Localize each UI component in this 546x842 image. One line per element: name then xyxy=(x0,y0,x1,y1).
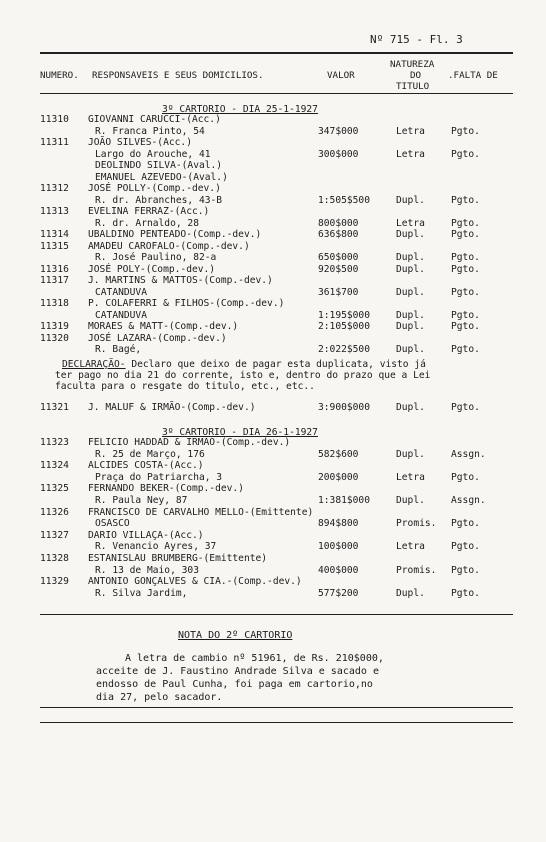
entry-text: FELICIO HADDAD & IRMÃO-(Comp.-dev.) xyxy=(88,437,291,448)
entry-text: FERNANDO BEKER-(Comp.-dev.) xyxy=(88,483,244,495)
nota-line-4: dia 27, pelo sacador. xyxy=(96,692,223,703)
entry-11321-falta: Pgto. xyxy=(451,402,480,413)
entry-text: GIOVANNI CARUCCI-(Acc.) xyxy=(88,114,221,125)
entry-falta: Pgto. xyxy=(451,125,480,137)
entry-text: CATANDUVA xyxy=(95,309,147,321)
entry-natureza: Dupl. xyxy=(396,309,425,321)
entry-valor: 300$000 xyxy=(318,148,359,160)
entry-natureza: Dupl. xyxy=(396,252,425,263)
entry-text: R. 25 de Março, 176 xyxy=(95,448,205,460)
entry-natureza: Letra xyxy=(396,471,425,483)
entry-number: 11328 xyxy=(40,553,69,564)
entry-falta: Pgto. xyxy=(451,309,480,321)
entry-text: R. 13 de Maio, 303 xyxy=(95,564,199,576)
entry-number: 11313 xyxy=(40,206,69,217)
entry-number: 11327 xyxy=(40,529,69,541)
entry-number: 11310 xyxy=(40,114,69,125)
entry-number: 11311 xyxy=(40,137,69,148)
section-title-26-1-1927: 3º CARTORIO - DIA 26-1-1927 xyxy=(162,427,318,438)
header-top-rule xyxy=(40,52,513,54)
entry-falta: Pgto. xyxy=(451,321,480,332)
entry-natureza: Dupl. xyxy=(396,229,425,240)
entry-text: ESTANISLAU BRUMBERG-(Emittente) xyxy=(88,553,268,564)
declaracao-text-1: Declaro que deixo de pagar esta duplicata, visto já xyxy=(131,359,426,370)
entry-text: FRANCISCO DE CARVALHO MELLO-(Emittente) xyxy=(88,506,314,518)
header-numero: NUMERO. xyxy=(40,70,79,81)
entry-number: 11314 xyxy=(40,229,69,240)
entry-valor: 347$000 xyxy=(318,125,359,137)
entry-falta: Pgto. xyxy=(451,148,480,160)
page-end-rule xyxy=(40,722,513,723)
entry-falta: Pgto. xyxy=(451,286,480,298)
entry-natureza: Letra xyxy=(396,148,425,160)
entry-valor: 2:105$000 xyxy=(318,321,370,332)
entry-falta: Pgto. xyxy=(451,344,480,355)
entry-natureza: Promis. xyxy=(396,564,437,576)
entry-falta: Pgto. xyxy=(451,217,480,229)
entry-number: 11324 xyxy=(40,460,69,472)
header-bottom-rule xyxy=(40,93,513,94)
entry-falta: Pgto. xyxy=(451,564,480,576)
entry-text: R. Franca Pinto, 54 xyxy=(95,125,205,137)
entry-text: JOSÉ POLLY-(Comp.-dev.) xyxy=(88,183,221,194)
entry-text: R. Silva Jardim, xyxy=(95,587,188,599)
entry-number: 11312 xyxy=(40,183,69,194)
entry-natureza: Dupl. xyxy=(396,286,425,298)
entry-falta: Pgto. xyxy=(451,541,480,553)
header-responsaveis: RESPONSAVEIS E SEUS DOMICILIOS. xyxy=(92,70,264,81)
entry-natureza: Dupl. xyxy=(396,321,425,332)
entry-falta: Pgto. xyxy=(451,587,480,599)
entry-text: JOSÉ POLY-(Comp.-dev.) xyxy=(88,263,216,275)
nota-title: NOTA DO 2º CARTORIO xyxy=(178,630,293,641)
header-natureza-1: NATUREZA xyxy=(390,59,435,70)
entry-falta: Pgto. xyxy=(451,518,480,530)
entry-valor: 1:505$500 xyxy=(318,194,370,206)
section-end-rule xyxy=(40,614,513,615)
entry-text: R. José Paulino, 82-a xyxy=(95,252,217,263)
entry-text: Praça do Patriarcha, 3 xyxy=(95,471,223,483)
entry-text: AMADEU CAROFALO-(Comp.-dev.) xyxy=(88,240,250,252)
declaracao-line-1 xyxy=(62,359,426,370)
entry-number: 11323 xyxy=(40,437,69,448)
entry-number: 11315 xyxy=(40,240,69,252)
entry-text: DEOLINDO SILVA-(Aval.) xyxy=(95,160,223,171)
entry-valor: 920$500 xyxy=(318,263,359,275)
entry-text: CATANDUVA xyxy=(95,286,147,298)
entry-valor: 361$700 xyxy=(318,286,359,298)
entry-text: EMANUEL AZEVEDO-(Aval.) xyxy=(95,171,228,183)
entry-number: 11329 xyxy=(40,576,69,588)
entry-number: 11318 xyxy=(40,298,69,309)
nota-end-rule xyxy=(40,707,513,708)
entry-valor: 894$800 xyxy=(318,518,359,530)
entry-text: R. Paula Ney, 87 xyxy=(95,495,188,506)
entry-11321-text: J. MALUF & IRMÃO-(Comp.-dev.) xyxy=(88,402,256,413)
nota-line-3: endosso de Paul Cunha, foi paga em cartorio,no xyxy=(96,679,373,690)
entry-valor: 1:195$000 xyxy=(318,309,370,321)
entry-valor: 1:381$000 xyxy=(318,495,370,506)
entry-natureza: Dupl. xyxy=(396,263,425,275)
header-valor: VALOR xyxy=(327,70,355,81)
entry-falta: Pgto. xyxy=(451,263,480,275)
entry-text: J. MARTINS & MATTOS-(Comp.-dev.) xyxy=(88,275,273,286)
entry-valor: 800$000 xyxy=(318,217,359,229)
entry-text: P. COLAFERRI & FILHOS-(Comp.-dev.) xyxy=(88,298,285,309)
declaracao-label: DECLARAÇÃO- xyxy=(62,359,126,370)
entry-valor: 577$200 xyxy=(318,587,359,599)
entry-falta: Pgto. xyxy=(451,471,480,483)
entry-falta: Pgto. xyxy=(451,229,480,240)
entry-valor: 200$000 xyxy=(318,471,359,483)
entry-natureza: Dupl. xyxy=(396,344,425,355)
header-natureza-2: DO xyxy=(410,70,422,81)
section-title-25-1-1927: 3º CARTORIO - DIA 25-1-1927 xyxy=(162,104,318,115)
entry-text: UBALDINO PENTEADO-(Comp.-dev.) xyxy=(88,229,262,240)
entry-number: 11319 xyxy=(40,321,69,332)
entry-number: 11325 xyxy=(40,483,69,495)
entry-number: 11320 xyxy=(40,332,69,344)
entry-text: EVELINA FERRAZ-(Acc.) xyxy=(88,206,210,217)
entry-text: JOÃO SILVES-(Acc.) xyxy=(88,137,192,148)
entry-natureza: Dupl. xyxy=(396,495,425,506)
declaracao-line-2: ter pago no dia 21 do corrente, isto e, dentro do prazo que a Lei xyxy=(55,370,431,381)
entry-natureza: Letra xyxy=(396,541,425,553)
entry-text: Largo do Arouche, 41 xyxy=(95,148,211,160)
entry-valor: 100$000 xyxy=(318,541,359,553)
entry-11321-valor: 3:900$000 xyxy=(318,402,370,413)
nota-line-2: acceite de J. Faustino Andrade Silva e sacado e xyxy=(96,666,379,677)
entry-text: ALCIDES COSTA-(Acc.) xyxy=(88,460,204,472)
entry-11321-number: 11321 xyxy=(40,402,69,413)
page-reference: Nº 715 - Fl. 3 xyxy=(370,33,463,46)
entry-natureza: Promis. xyxy=(396,518,437,530)
declaracao-line-3: faculta para o resgate do titulo, etc., etc.. xyxy=(55,381,315,392)
entry-valor: 2:022$500 xyxy=(318,344,370,355)
entry-natureza: Letra xyxy=(396,217,425,229)
entry-text: ANTONIO GONÇALVES & CIA.-(Comp.-dev.) xyxy=(88,576,302,588)
header-natureza-3: TITULO xyxy=(396,81,430,92)
entry-falta: Pgto. xyxy=(451,252,480,263)
entry-text: R. dr. Arnaldo, 28 xyxy=(95,217,199,229)
entry-natureza: Letra xyxy=(396,125,425,137)
entry-number: 11317 xyxy=(40,275,69,286)
entry-falta: Pgto. xyxy=(451,194,480,206)
entry-text: JOSÉ LAZARA-(Comp.-dev.) xyxy=(88,332,227,344)
entry-natureza: Dupl. xyxy=(396,587,425,599)
entry-text: R. Venancio Ayres, 37 xyxy=(95,541,217,553)
entry-text: MORAES & MATT-(Comp.-dev.) xyxy=(88,321,239,332)
entry-text: R. Bagé, xyxy=(95,344,142,355)
entry-valor: 636$800 xyxy=(318,229,359,240)
nota-line-1: A letra de cambio nº 51961, de Rs. 210$000, xyxy=(125,653,384,664)
entry-number: 11316 xyxy=(40,263,69,275)
entry-text: OSASCO xyxy=(95,518,130,530)
entry-number: 11326 xyxy=(40,506,69,518)
entry-valor: 650$000 xyxy=(318,252,359,263)
entry-text: R. dr. Abranches, 43-B xyxy=(95,194,223,206)
entry-valor: 582$600 xyxy=(318,448,359,460)
entry-falta: Assgn. xyxy=(451,448,486,460)
entry-11321-natureza: Dupl. xyxy=(396,402,425,413)
entry-valor: 400$000 xyxy=(318,564,359,576)
header-falta: .FALTA DE xyxy=(448,70,498,81)
entry-falta: Assgn. xyxy=(451,495,486,506)
entry-natureza: Dupl. xyxy=(396,194,425,206)
entry-text: DARIO VILLAÇA-(Acc.) xyxy=(88,529,204,541)
entry-natureza: Dupl. xyxy=(396,448,425,460)
